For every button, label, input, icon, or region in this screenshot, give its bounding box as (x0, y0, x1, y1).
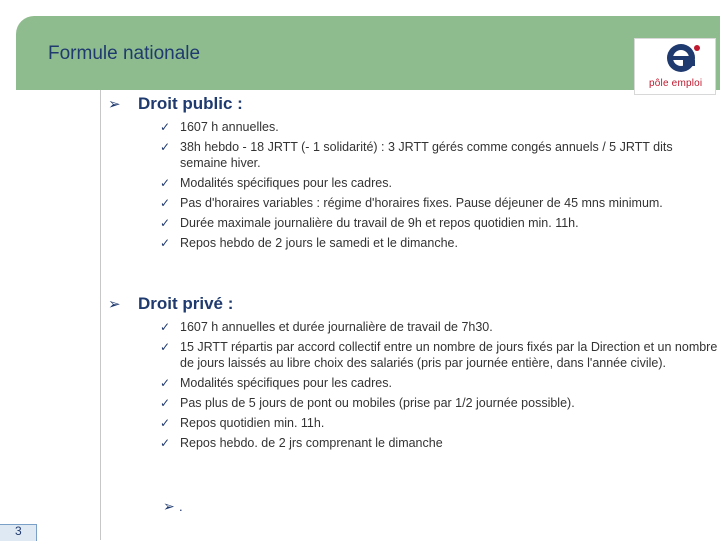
section-heading-droit-public (108, 94, 243, 114)
check-icon: ✓ (160, 320, 171, 334)
trailing-item (163, 498, 183, 515)
list-item (160, 195, 720, 211)
list-item-text: Repos hebdo de 2 jours le samedi et le dimanche. (180, 236, 458, 250)
check-icon: ✓ (160, 176, 171, 190)
list-item-text: 15 JRTT répartis par accord collectif entre un nombre de jours fixés par la Direction et un nombre de jours laissés au libre choix des salariés (pris par journée entière, dans l'année civile). (180, 340, 718, 370)
list-item-text: 1607 h annuelles. (180, 120, 279, 134)
list-item-text: Repos quotidien min. 11h. (180, 416, 325, 430)
logo-text: pôle emploi (649, 78, 703, 89)
check-icon: ✓ (160, 120, 171, 134)
check-icon: ✓ (160, 376, 171, 390)
list-item-text: Modalités spécifiques pour les cadres. (180, 176, 392, 190)
section-heading-label: Droit public : (138, 94, 243, 113)
list-item (160, 139, 720, 171)
arrow-right-icon: ➢ (163, 498, 175, 514)
droit-prive-list (160, 319, 720, 455)
list-item (160, 235, 720, 251)
list-item (160, 435, 720, 451)
list-item (160, 395, 720, 411)
page-title: Formule nationale (48, 43, 201, 64)
pole-emploi-logo (634, 38, 716, 95)
list-item-text: Modalités spécifiques pour les cadres. (180, 376, 392, 390)
list-item-text: 1607 h annuelles et durée journalière de travail de 7h30. (180, 320, 493, 334)
check-icon: ✓ (160, 396, 171, 410)
list-item (160, 215, 720, 231)
list-item (160, 375, 720, 391)
logo-e-icon (635, 39, 715, 79)
list-item-text: 38h hebdo - 18 JRTT (- 1 solidarité) : 3 JRTT gérés comme congés annuels / 5 JRTT dits semaine hiver. (180, 140, 673, 170)
section-heading-droit-prive (108, 294, 233, 314)
list-item-text: Pas plus de 5 jours de pont ou mobiles (prise par 1/2 journée possible). (180, 396, 575, 410)
check-icon: ✓ (160, 216, 171, 230)
list-item (160, 339, 720, 371)
check-icon: ✓ (160, 436, 171, 450)
trailing-text: . (179, 499, 183, 514)
arrow-right-icon: ➢ (108, 96, 121, 113)
list-item-text: Pas d'horaires variables : régime d'horaires fixes. Pause déjeuner de 45 mns minimum. (180, 196, 663, 210)
check-icon: ✓ (160, 340, 171, 354)
list-item (160, 119, 720, 135)
check-icon: ✓ (160, 140, 171, 154)
list-item-text: Durée maximale journalière du travail de 9h et repos quotidien min. 11h. (180, 216, 579, 230)
check-icon: ✓ (160, 236, 171, 250)
list-item-text: Repos hebdo. de 2 jrs comprenant le dimanche (180, 436, 443, 450)
check-icon: ✓ (160, 196, 171, 210)
droit-public-list (160, 119, 720, 255)
section-heading-label: Droit privé : (138, 294, 234, 313)
arrow-right-icon: ➢ (108, 296, 121, 313)
page-number: 3 (15, 524, 22, 538)
vertical-divider (100, 90, 101, 540)
list-item (160, 175, 720, 191)
list-item (160, 415, 720, 431)
check-icon: ✓ (160, 416, 171, 430)
list-item (160, 319, 720, 335)
